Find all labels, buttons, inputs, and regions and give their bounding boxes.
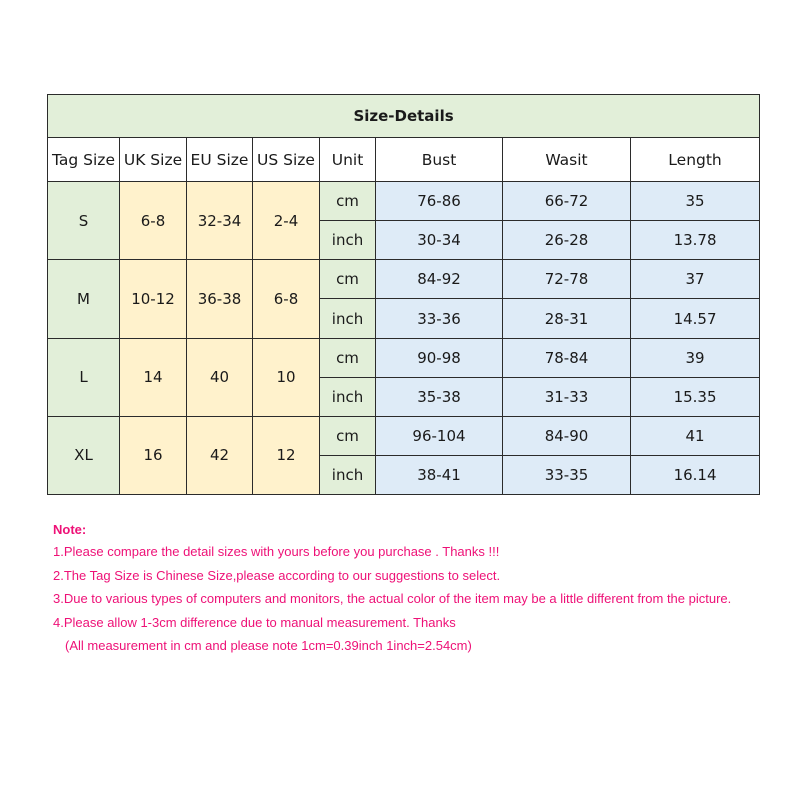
uk-size-cell: 6-8 [120,182,187,260]
unit-cell: cm [320,260,376,299]
table-row [48,260,760,299]
unit-cell: cm [320,182,376,221]
header-bust: Bust [376,138,503,182]
header-length: Length [631,138,760,182]
table-row [48,338,760,377]
uk-size-cell: 16 [120,416,187,494]
table-row [48,416,760,455]
eu-size-cell: 40 [187,338,253,416]
us-size-cell: 6-8 [253,260,320,338]
table-row [48,182,760,221]
unit-cell: inch [320,299,376,338]
table-title: Size-Details [48,95,760,138]
bust-cell: 90-98 [376,338,503,377]
length-cell: 39 [631,338,760,377]
waist-cell: 33-35 [503,455,631,494]
length-cell: 16.14 [631,455,760,494]
length-cell: 15.35 [631,377,760,416]
waist-cell: 66-72 [503,182,631,221]
header-us-size: US Size [253,138,320,182]
bust-cell: 35-38 [376,377,503,416]
header-uk-size: UK Size [120,138,187,182]
length-cell: 41 [631,416,760,455]
unit-cell: inch [320,221,376,260]
uk-size-cell: 10-12 [120,260,187,338]
eu-size-cell: 32-34 [187,182,253,260]
us-size-cell: 10 [253,338,320,416]
uk-size-cell: 14 [120,338,187,416]
length-cell: 13.78 [631,221,760,260]
waist-cell: 26-28 [503,221,631,260]
bust-cell: 33-36 [376,299,503,338]
header-eu-size: EU Size [187,138,253,182]
note-line-5: (All measurement in cm and please note 1cm=0.39inch 1inch=2.54cm) [65,638,472,654]
size-details-table [47,94,760,495]
header-unit: Unit [320,138,376,182]
waist-cell: 31-33 [503,377,631,416]
unit-cell: cm [320,338,376,377]
unit-cell: inch [320,455,376,494]
bust-cell: 38-41 [376,455,503,494]
tag-size-cell: XL [48,416,120,494]
bust-cell: 30-34 [376,221,503,260]
us-size-cell: 12 [253,416,320,494]
note-title: Note: [53,522,87,537]
length-cell: 35 [631,182,760,221]
length-cell: 14.57 [631,299,760,338]
length-cell: 37 [631,260,760,299]
bust-cell: 96-104 [376,416,503,455]
us-size-cell: 2-4 [253,182,320,260]
eu-size-cell: 42 [187,416,253,494]
tag-size-cell: M [48,260,120,338]
waist-cell: 72-78 [503,260,631,299]
note-line-4: 4.Please allow 1-3cm difference due to manual measurement. Thanks [53,614,456,630]
waist-cell: 78-84 [503,338,631,377]
bust-cell: 76-86 [376,182,503,221]
bust-cell: 84-92 [376,260,503,299]
eu-size-cell: 36-38 [187,260,253,338]
header-waist: Wasit [503,138,631,182]
tag-size-cell: L [48,338,120,416]
waist-cell: 84-90 [503,416,631,455]
unit-cell: cm [320,416,376,455]
note-section [53,520,793,658]
note-line-2: 2.The Tag Size is Chinese Size,please according to our suggestions to select. [53,567,501,583]
tag-size-cell: S [48,182,120,260]
waist-cell: 28-31 [503,299,631,338]
note-line-3: 3.Due to various types of computers and monitors, the actual color of the item may be a little different from the picture. [53,591,732,607]
unit-cell: inch [320,377,376,416]
header-tag-size: Tag Size [48,138,120,182]
note-line-1: 1.Please compare the detail sizes with yours before you purchase . Thanks !!! [53,544,500,559]
